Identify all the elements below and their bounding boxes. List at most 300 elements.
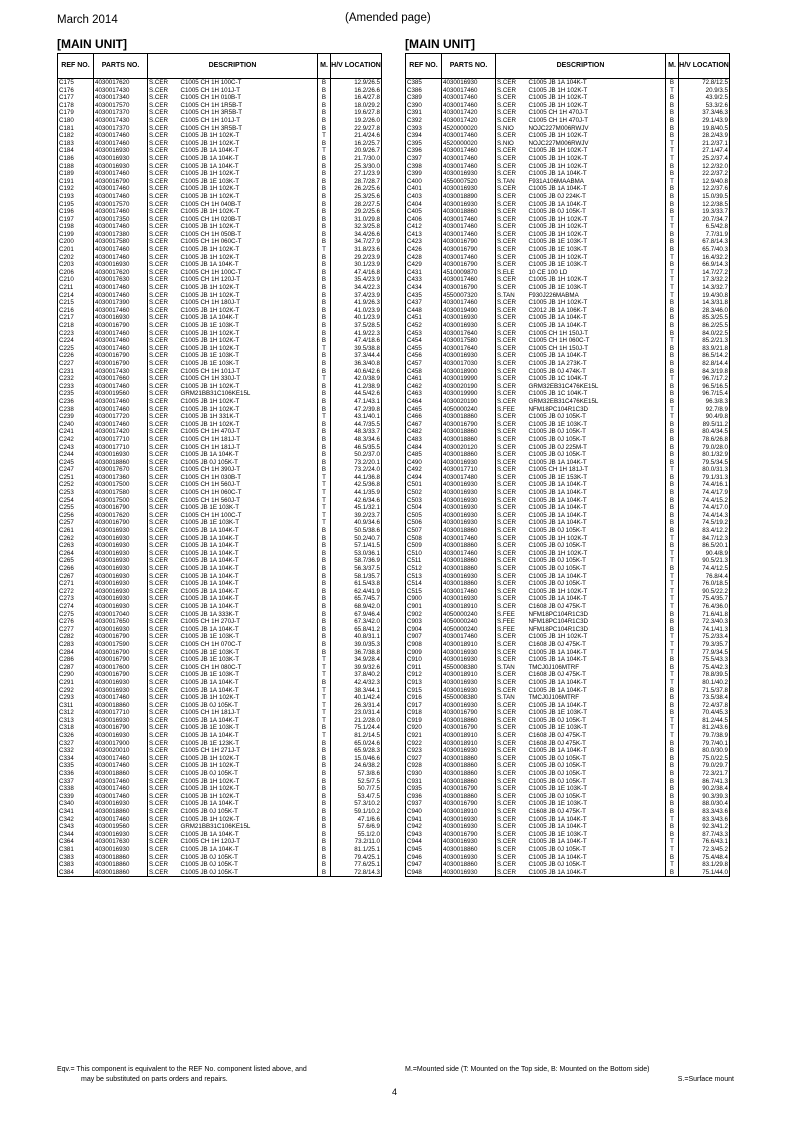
description: C1005 JB 0J 105K-T — [180, 770, 318, 778]
parts-no: 4030017460 — [94, 170, 148, 178]
hv-location: 68.9/42.0 — [331, 603, 382, 611]
description: C1005 JB 1H 102K-T — [180, 793, 318, 801]
table-row — [406, 185, 730, 193]
ref-no: C241 — [58, 428, 94, 436]
hv-location: 16.4/32.2 — [679, 254, 730, 262]
part-type: S.CER — [148, 163, 180, 171]
table-row — [58, 79, 382, 87]
mounted-side: B — [318, 626, 331, 634]
hv-location: 75.1/44.0 — [679, 869, 730, 877]
ref-no: C511 — [406, 557, 442, 565]
mounted-side: B — [666, 132, 679, 140]
ref-no: C401 — [406, 185, 442, 193]
description: C1005 JB 1E 123K-T — [180, 740, 318, 748]
part-type: S.CER — [148, 573, 180, 581]
mounted-side: B — [318, 140, 331, 148]
description: C1005 CH 1H 181J-T — [528, 466, 666, 474]
part-type: S.TAN — [496, 664, 528, 672]
ref-no: C277 — [58, 626, 94, 634]
mounted-side: T — [666, 254, 679, 262]
hv-location: 23.0/31.4 — [331, 709, 382, 717]
mounted-side: B — [318, 254, 331, 262]
hv-location: 41.2/38.9 — [331, 383, 382, 391]
mounted-side: T — [666, 223, 679, 231]
part-type: S.CER — [496, 808, 528, 816]
hv-location: 15.0/39.5 — [679, 193, 730, 201]
parts-no: 4030017370 — [94, 109, 148, 117]
part-type: S.TAN — [496, 292, 528, 300]
mounted-side: B — [318, 762, 331, 770]
ref-no: C911 — [406, 664, 442, 672]
hv-location: 74.4/15.2 — [679, 497, 730, 505]
mounted-side: B — [318, 535, 331, 543]
ref-no: C462 — [406, 383, 442, 391]
part-type: S.CER — [148, 762, 180, 770]
part-type: S.CER — [148, 170, 180, 178]
ref-no: C936 — [406, 793, 442, 801]
part-type: S.CER — [148, 823, 180, 831]
mounted-side: B — [666, 307, 679, 315]
parts-no: 4030018910 — [442, 641, 496, 649]
mounted-side: B — [666, 854, 679, 862]
parts-no: 4030018860 — [94, 770, 148, 778]
parts-no: 4030016790 — [442, 246, 496, 254]
part-type: S.CER — [148, 747, 180, 755]
table-row — [58, 193, 382, 201]
part-type: S.CER — [148, 724, 180, 732]
mounted-side: T — [318, 687, 331, 695]
description: C1005 JB 1A 104K-T — [528, 702, 666, 710]
parts-no: 4030017460 — [442, 254, 496, 262]
table-row — [58, 269, 382, 277]
hv-location: 12.9/26.5 — [331, 79, 382, 87]
part-type: S.CER — [496, 238, 528, 246]
parts-no: 4030017460 — [94, 406, 148, 414]
mounted-side: B — [666, 360, 679, 368]
ref-no: C266 — [58, 565, 94, 573]
parts-no: 4030016930 — [442, 816, 496, 824]
ref-no: C941 — [406, 816, 442, 824]
description: C1005 JB 1A 104K-T — [528, 823, 666, 831]
parts-no: 4030017460 — [442, 163, 496, 171]
parts-no: 4030019990 — [442, 375, 496, 383]
parts-no: 4030017460 — [94, 284, 148, 292]
parts-no: 4030016930 — [442, 854, 496, 862]
mounted-side: B — [666, 314, 679, 322]
ref-no: C393 — [406, 125, 442, 133]
part-type: S.CER — [148, 770, 180, 778]
part-type: S.CER — [496, 147, 528, 155]
parts-no: 4030016790 — [442, 284, 496, 292]
mounted-side: B — [318, 603, 331, 611]
ref-no: C461 — [406, 375, 442, 383]
description: C1005 JB 1A 104K-T — [180, 565, 318, 573]
hv-location: 75.4/35.7 — [679, 595, 730, 603]
table-row — [58, 808, 382, 816]
parts-no: 4030018860 — [94, 808, 148, 816]
description: C1005 JB 0J 105K-T — [528, 542, 666, 550]
ref-no: C912 — [406, 671, 442, 679]
parts-no: 4030016930 — [94, 846, 148, 854]
hv-location: 29.2/25.6 — [331, 208, 382, 216]
ref-no: C264 — [58, 550, 94, 558]
description: C1005 JB 1A 104K-T — [180, 603, 318, 611]
parts-no: 4030016790 — [442, 785, 496, 793]
parts-no: 4030018860 — [442, 793, 496, 801]
mounted-side: B — [318, 428, 331, 436]
table-row — [58, 299, 382, 307]
ref-no: C400 — [406, 178, 442, 186]
hv-location: 75.1/24.4 — [331, 724, 382, 732]
mounted-side: B — [666, 261, 679, 269]
part-type: S.CER — [496, 345, 528, 353]
part-type: S.CER — [496, 436, 528, 444]
mounted-side: T — [318, 504, 331, 512]
description: C1005 CH 1H 101J-T — [180, 117, 318, 125]
hv-location: 74.5/19.2 — [679, 519, 730, 527]
parts-no: 4030016790 — [94, 178, 148, 186]
part-type: S.CER — [496, 246, 528, 254]
mounted-side: B — [318, 740, 331, 748]
description: C1005 JB 1H 331K-T — [180, 413, 318, 421]
parts-no: 4030017460 — [94, 132, 148, 140]
left-table-body — [58, 79, 382, 877]
part-type: S.CER — [496, 535, 528, 543]
description: C1608 JB 0J 475K-T — [528, 603, 666, 611]
hv-location: 76.6/43.1 — [679, 838, 730, 846]
mounted-side: B — [318, 368, 331, 376]
ref-no: C412 — [406, 223, 442, 231]
mounted-side: B — [666, 800, 679, 808]
description: C1005 JB 0J 105K-T — [180, 861, 318, 869]
description: C1005 JB 1H 102K-T — [180, 755, 318, 763]
mounted-side: B — [666, 793, 679, 801]
parts-no: 4030016930 — [94, 147, 148, 155]
hv-location: 27.1/23.9 — [331, 170, 382, 178]
part-type: S.CER — [148, 261, 180, 269]
legend-note — [405, 1065, 734, 1084]
parts-no: 4030016930 — [442, 595, 496, 603]
ref-no: C245 — [58, 459, 94, 467]
ref-no: C180 — [58, 117, 94, 125]
description: C1005 JB 0J 224K-T — [528, 193, 666, 201]
ref-no: C437 — [406, 299, 442, 307]
ref-no: C202 — [58, 254, 94, 262]
hv-location: 47.1/43.1 — [331, 398, 382, 406]
table-row — [406, 208, 730, 216]
part-type: S.CER — [148, 679, 180, 687]
parts-no: 4030017900 — [94, 740, 148, 748]
hv-location: 73.5/38.4 — [679, 694, 730, 702]
description: C1005 CH 1H 060C-T — [528, 337, 666, 345]
table-row — [406, 398, 730, 406]
description: C1608 JB 0J 475K-T — [528, 808, 666, 816]
hv-location: 36.3/40.8 — [331, 360, 382, 368]
parts-no: 4030016930 — [94, 717, 148, 725]
table-row — [406, 216, 730, 224]
mounted-side: B — [666, 444, 679, 452]
hv-location: 90.3/39.3 — [679, 793, 730, 801]
table-row — [406, 740, 730, 748]
ref-no: C944 — [406, 838, 442, 846]
hv-location: 38.3/44.1 — [331, 687, 382, 695]
parts-no: 4030020190 — [442, 383, 496, 391]
description: F930J226MABMA — [528, 292, 666, 300]
table-row — [406, 314, 730, 322]
table-row — [406, 747, 730, 755]
description: C1005 JB 1A 104K-T — [528, 322, 666, 330]
table-row — [58, 679, 382, 687]
description: NFM18PC104R1C3D — [528, 618, 666, 626]
mounted-side: B — [666, 330, 679, 338]
description: 10 CE 100 LD — [528, 269, 666, 277]
part-type: S.CER — [148, 345, 180, 353]
hv-location: 28.7/28.7 — [331, 178, 382, 186]
table-row — [406, 125, 730, 133]
mounted-side: B — [666, 94, 679, 102]
part-type: S.CER — [148, 702, 180, 710]
mounted-side: B — [666, 421, 679, 429]
hv-location: 26.2/25.6 — [331, 185, 382, 193]
description: C1005 JB 1A 104K-T — [180, 595, 318, 603]
part-type: S.CER — [148, 292, 180, 300]
hv-location: 57.6/6.9 — [331, 823, 382, 831]
part-type: S.CER — [496, 580, 528, 588]
description: C1005 JB 1H 102K-T — [180, 383, 318, 391]
table-row — [406, 595, 730, 603]
hv-location: 24.6/38.2 — [331, 762, 382, 770]
part-type: S.CER — [148, 269, 180, 277]
ref-no: C273 — [58, 595, 94, 603]
parts-no: 4030016930 — [442, 679, 496, 687]
mounted-side: T — [666, 580, 679, 588]
part-type: S.CER — [496, 854, 528, 862]
hv-location: 81.1/25.1 — [331, 846, 382, 854]
mounted-side: B — [318, 451, 331, 459]
ref-no: C937 — [406, 800, 442, 808]
parts-no: 4030016790 — [94, 519, 148, 527]
part-type: S.CER — [496, 778, 528, 786]
hv-location: 80.1/40.2 — [679, 679, 730, 687]
parts-no: 4030017500 — [94, 481, 148, 489]
table-row — [406, 527, 730, 535]
hv-location: 37.4/23.9 — [331, 292, 382, 300]
mounted-side: B — [666, 504, 679, 512]
hv-location: 40.8/31.1 — [331, 633, 382, 641]
description: C1005 JB 1A 104K-T — [528, 497, 666, 505]
part-type: S.CER — [148, 588, 180, 596]
part-type: S.CER — [496, 717, 528, 725]
description: C1005 CH 1H 3R5B-T — [180, 125, 318, 133]
hv-location: 83.3/43.6 — [679, 808, 730, 816]
ref-no: C286 — [58, 656, 94, 664]
parts-no: 4030017460 — [442, 223, 496, 231]
ref-no: C457 — [406, 360, 442, 368]
part-type: S.CER — [496, 109, 528, 117]
part-type: S.CER — [496, 383, 528, 391]
parts-no: 4030016790 — [442, 709, 496, 717]
description: C1005 JB 1H 102K-T — [528, 102, 666, 110]
table-row — [406, 831, 730, 839]
description: C1005 JB 0J 105K-T — [528, 565, 666, 573]
mounted-side: B — [318, 565, 331, 573]
description: C1005 JB 1A 104K-T — [528, 512, 666, 520]
description: C1005 JB 0J 105K-T — [180, 854, 318, 862]
description: C1005 JB 1H 102K-T — [180, 223, 318, 231]
part-type: S.CER — [496, 489, 528, 497]
ref-no: C275 — [58, 611, 94, 619]
description: C1005 JB 1A 104K-T — [528, 519, 666, 527]
parts-no: 4030016930 — [94, 595, 148, 603]
hv-location: 79.7/40.1 — [679, 740, 730, 748]
table-row — [58, 565, 382, 573]
description: C1005 JB 1E 103K-T — [180, 178, 318, 186]
parts-no: 4030017630 — [94, 276, 148, 284]
parts-no: 4030018900 — [442, 368, 496, 376]
ref-no: C513 — [406, 573, 442, 581]
table-row — [406, 481, 730, 489]
hv-location: 74.1/41.3 — [679, 626, 730, 634]
description: GRM32EB31C476KE15L — [528, 398, 666, 406]
mounted-side: B — [318, 352, 331, 360]
part-type: S.CER — [148, 102, 180, 110]
parts-no: 4030017460 — [442, 535, 496, 543]
hv-location: 19.6/27.8 — [331, 109, 382, 117]
mounted-side: B — [318, 755, 331, 763]
ref-no: C199 — [58, 231, 94, 239]
mounted-side: B — [666, 352, 679, 360]
parts-no: 4030017710 — [94, 709, 148, 717]
description: C1005 JB 0J 105K-T — [528, 527, 666, 535]
part-type: S.CER — [148, 793, 180, 801]
part-type: S.CER — [496, 755, 528, 763]
mounted-side: B — [318, 573, 331, 581]
mounted-side: B — [318, 360, 331, 368]
description: C1005 JB 1A 104K-T — [528, 481, 666, 489]
table-row — [406, 360, 730, 368]
mounted-side: B — [318, 459, 331, 467]
parts-no: 4030016930 — [94, 535, 148, 543]
hv-location: 81.2/43.6 — [679, 724, 730, 732]
mounted-side: T — [318, 132, 331, 140]
hv-location: 92.3/41.2 — [679, 823, 730, 831]
hv-location: 28.2/43.9 — [679, 132, 730, 140]
table-row — [58, 238, 382, 246]
ref-no: C466 — [406, 413, 442, 421]
hv-location: 80.4/34.5 — [679, 428, 730, 436]
col-description: DESCRIPTION — [496, 54, 666, 79]
part-type: S.CER — [148, 436, 180, 444]
description: C1005 JB 1H 102K-T — [180, 292, 318, 300]
description: C1005 JB 1A 104K-T — [180, 717, 318, 725]
mounted-side: B — [318, 185, 331, 193]
parts-no: 4030018860 — [94, 869, 148, 877]
hv-location: 20.9/3.5 — [679, 87, 730, 95]
ref-no: C386 — [406, 87, 442, 95]
description: C1005 CH 1H 101J-T — [180, 87, 318, 95]
description: C1005 JB 1H 102K-T — [180, 170, 318, 178]
part-type: S.CER — [148, 178, 180, 186]
part-type: S.CER — [496, 671, 528, 679]
mounted-side: B — [318, 299, 331, 307]
hv-location: 26.3/31.4 — [331, 702, 382, 710]
description: C1005 JB 1A 104K-T — [528, 79, 666, 87]
hv-location: 44.1/36.8 — [331, 474, 382, 482]
parts-no: 4030016930 — [442, 702, 496, 710]
description: C1005 JB 0J 105K-T — [528, 557, 666, 565]
description: C1005 JB 1A 104K-T — [528, 573, 666, 581]
description: C1005 JB 1E 103K-T — [180, 322, 318, 330]
hv-location: 45.1/32.1 — [331, 504, 382, 512]
part-type: S.CER — [496, 360, 528, 368]
hv-location: 73.2/11.0 — [331, 838, 382, 846]
description: C1005 JB 1A 104K-T — [528, 185, 666, 193]
mounted-side: B — [666, 163, 679, 171]
ref-no: C945 — [406, 846, 442, 854]
mounted-side: T — [318, 375, 331, 383]
table-row — [58, 519, 382, 527]
hv-location: 75.2/33.4 — [679, 633, 730, 641]
hv-location: 12.2/38.5 — [679, 201, 730, 209]
ref-no: C175 — [58, 79, 94, 87]
description: C1005 JB 1A 104K-T — [180, 687, 318, 695]
part-type: S.CER — [148, 254, 180, 262]
description: C1005 JB 1A 104K-T — [528, 459, 666, 467]
part-type: S.CER — [148, 565, 180, 573]
hv-location: 53.3/2.6 — [679, 102, 730, 110]
description: C1005 JB 1E 103K-T — [528, 284, 666, 292]
hv-location: 37.5/28.5 — [331, 322, 382, 330]
description: C1005 JB 1A 104K-T — [528, 489, 666, 497]
part-type: S.CER — [148, 201, 180, 209]
parts-no: 4030016930 — [442, 573, 496, 581]
part-type: S.CER — [496, 413, 528, 421]
ref-no: C947 — [406, 861, 442, 869]
hv-location: 61.5/43.8 — [331, 580, 382, 588]
ref-no: C206 — [58, 269, 94, 277]
table-row — [406, 246, 730, 254]
table-row — [406, 861, 730, 869]
table-row — [406, 170, 730, 178]
parts-no: 4030020190 — [442, 398, 496, 406]
table-row — [406, 352, 730, 360]
mounted-side: B — [318, 216, 331, 224]
table-row — [58, 778, 382, 786]
part-type: S.CER — [496, 314, 528, 322]
description: C1005 JB 1H 102K-T — [528, 231, 666, 239]
part-type: S.CER — [496, 163, 528, 171]
ref-no: C233 — [58, 383, 94, 391]
parts-no: 4030016930 — [94, 679, 148, 687]
hv-location: 90.5/22.2 — [679, 588, 730, 596]
parts-no: 4030017710 — [442, 466, 496, 474]
hv-location: 14.7/27.2 — [679, 269, 730, 277]
description: C1005 JB 1H 102K-T — [528, 155, 666, 163]
description: GRM21BB31C106KE15L — [180, 823, 318, 831]
mounted-side: B — [666, 618, 679, 626]
parts-no: 4030017590 — [94, 641, 148, 649]
table-row — [58, 322, 382, 330]
part-type: S.CER — [148, 216, 180, 224]
hv-location: 57.3/10.2 — [331, 800, 382, 808]
mounted-side: B — [666, 611, 679, 619]
hv-location: 34.4/26.6 — [331, 231, 382, 239]
parts-no: 4030017630 — [94, 838, 148, 846]
hv-location: 72.3/21.7 — [679, 770, 730, 778]
table-row — [406, 565, 730, 573]
description: C1005 JB 1A 104K-T — [528, 352, 666, 360]
ref-no: C251 — [58, 474, 94, 482]
